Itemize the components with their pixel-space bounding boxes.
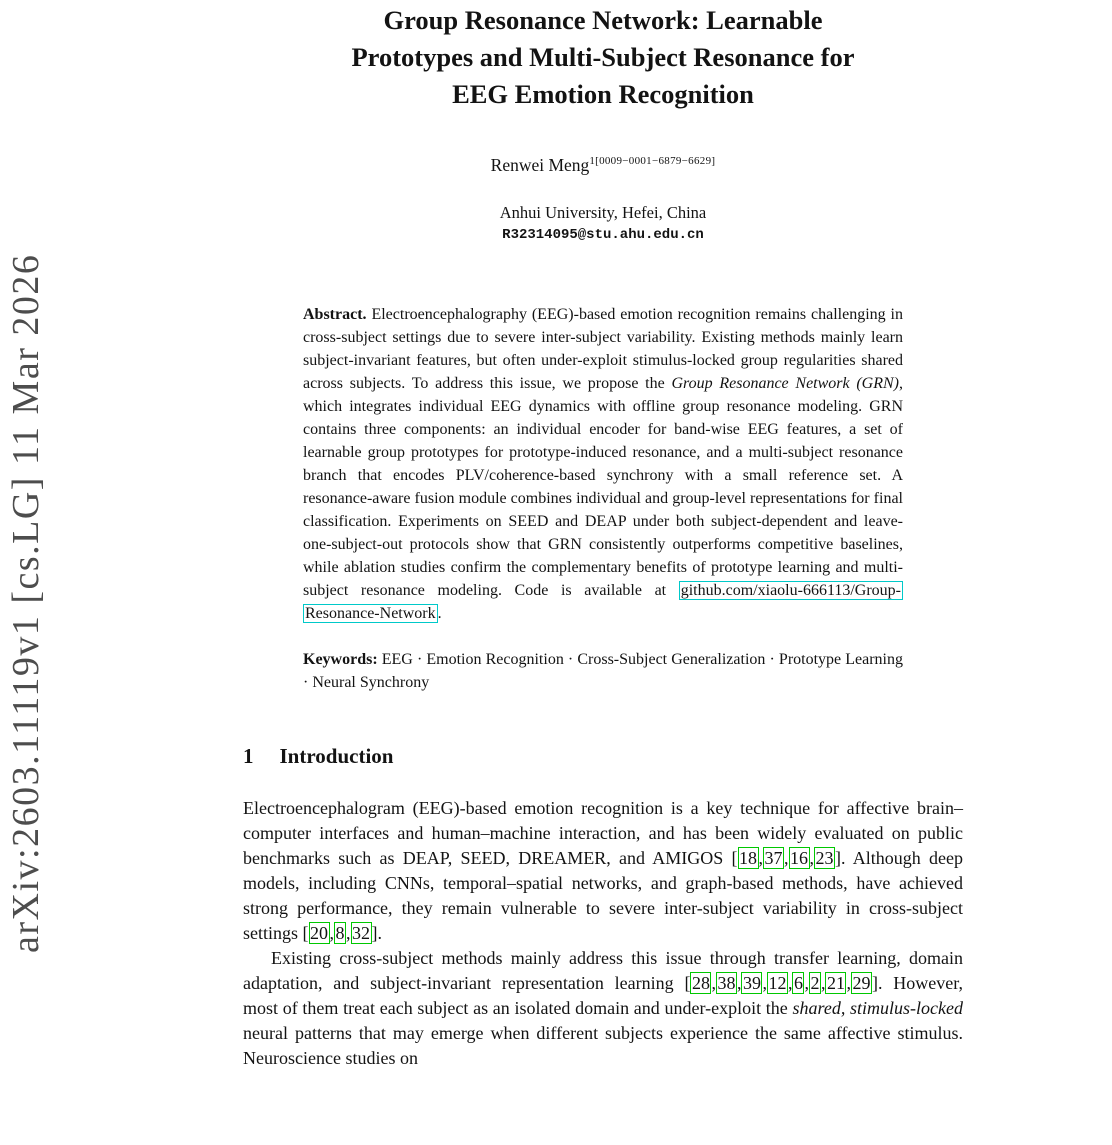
citation-ref[interactable]: 8: [335, 923, 345, 943]
citation-ref[interactable]: 20: [310, 923, 329, 943]
citation-ref[interactable]: 23: [815, 848, 834, 868]
keywords-section: [303, 648, 903, 694]
author-email: R32314095@stu.ahu.edu.cn: [502, 227, 704, 243]
citation-ref[interactable]: 16: [790, 848, 808, 868]
citation-ref[interactable]: 2: [810, 973, 820, 993]
text-run: Electroencephalography (EEG)-based emotion recognition remains challenging in cross-subject settings due to severe inter-subject variability. Existing methods mainly learn subject-invariant features, but often under-exploit stimulus-locked group regularities shared across subjects. To address this issue, we propose the: [303, 306, 903, 392]
citation-ref[interactable]: 38: [717, 973, 736, 993]
affiliation-line: Anhui University, Hefei, China: [499, 203, 707, 222]
text-run: Existing cross-subject methods mainly address this issue through transfer learning, domain adaptation, and subject-invariant representation learning: [243, 948, 963, 993]
title-line-2: Prototypes and Multi-Subject Resonance for: [351, 42, 855, 72]
code-repository-link[interactable]: github.com/xiaolu-666113/Group-Resonance-Network: [305, 582, 901, 622]
text-run: .: [377, 923, 383, 943]
author-line: [243, 155, 963, 176]
citation-ref[interactable]: 29: [852, 973, 871, 993]
arxiv-watermark: arXiv:2603.11119v1 [cs.LG] 11 Mar 2026: [5, 253, 47, 953]
intro-paragraph-2: Existing cross-subject methods mainly address this issue through transfer learning, domain adaptation, and subject-invariant representation learning [28,38,39,12,6,2,21,29]. However, most of them treat each subject as an isolated domain and under-exploit the shared, stimulus-locked neural patterns that may emerge when different subjects experience the same affective stimulus. Neuroscience studies on: [243, 948, 964, 1068]
text-run: .: [437, 605, 442, 622]
grn-term: Group Resonance Network (GRN): [671, 375, 899, 392]
paper-title: [243, 2, 963, 113]
citation-ref[interactable]: 32: [352, 923, 371, 943]
section-heading-introduction: [243, 744, 963, 769]
title-line-3: EEG Emotion Recognition: [452, 79, 754, 109]
keywords-label: Keywords:: [303, 651, 378, 668]
text-run: Electroencephalogram (EEG)-based emotion recognition is a key technique for affective brain–computer interfaces and human–machine interaction, and has been widely evaluated on public benchmarks such as DEAP, SEED, DREAMER, and AMIGOS: [243, 798, 963, 868]
citation-ref[interactable]: 6: [793, 973, 803, 993]
text-run: . However, most of them treat each subject as an isolated domain and under-exploit the: [243, 973, 964, 1018]
text-run: neural patterns that may emerge when different subjects experience the same affective stimulus. Neuroscience studies on: [243, 1023, 963, 1068]
title-line-1: Group Resonance Network: Learnable: [383, 5, 823, 35]
citation-ref[interactable]: 21: [826, 973, 845, 993]
citation-ref[interactable]: 28: [691, 973, 710, 993]
citation-ref[interactable]: 18: [739, 848, 757, 868]
citation-ref[interactable]: 12: [768, 973, 787, 993]
intro-paragraph-1: Electroencephalogram (EEG)-based emotion recognition is a key technique for affective brain–computer interfaces and human–machine interaction, and has been widely evaluated on public benchmarks such as DEAP, SEED, DREAMER, and AMIGOS [18,37,16,23]. Although deep models, including CNNs, temporal–spatial networks, and graph-based methods, have achieved strong performance, they remain vulnerable to severe inter-subject variability in cross-subject settings [20,8,32].: [243, 798, 963, 943]
section-number: 1: [243, 744, 254, 768]
section-title: Introduction: [279, 744, 394, 768]
citation-ref[interactable]: 39: [742, 973, 761, 993]
paper-content: [243, 0, 963, 1071]
abstract-label: Abstract.: [303, 306, 367, 323]
author-name: Renwei Meng: [490, 155, 590, 175]
abstract-body: [303, 306, 903, 623]
text-run: , which integrates individual EEG dynamics with offline group resonance modeling. GRN contains three components: an individual encoder for band-wise EEG features, a set of learnable group prototypes for prototype-induced resonance, and a multi-subject resonance branch that encodes PLV/coherence-based synchrony with a small reference set. A resonance-aware fusion module combines individual and group-level representations for final classification. Experiments on SEED and DEAP under both subject-dependent and leave-one-subject-out protocols show that GRN consistently outperforms competitive baselines, while ablation studies confirm the complementary benefits of prototype learning and multi-subject resonance modeling. Code is available at: [303, 375, 903, 599]
keywords-body: EEG · Emotion Recognition · Cross-Subject Generalization · Prototype Learning · Neural Synchrony: [303, 651, 903, 691]
author-orcid: 1[0009−0001−6879−6629]: [589, 155, 716, 168]
text-run: . Although deep models, including CNNs, temporal–spatial networks, and graph-based methods, have achieved strong performance, they remain vulnerable to severe inter-subject variability in cross-subject settings: [243, 848, 963, 943]
emphasis-term: shared, stimulus-locked: [792, 998, 963, 1018]
abstract-section: [303, 303, 903, 625]
citation-ref[interactable]: 37: [764, 848, 783, 868]
